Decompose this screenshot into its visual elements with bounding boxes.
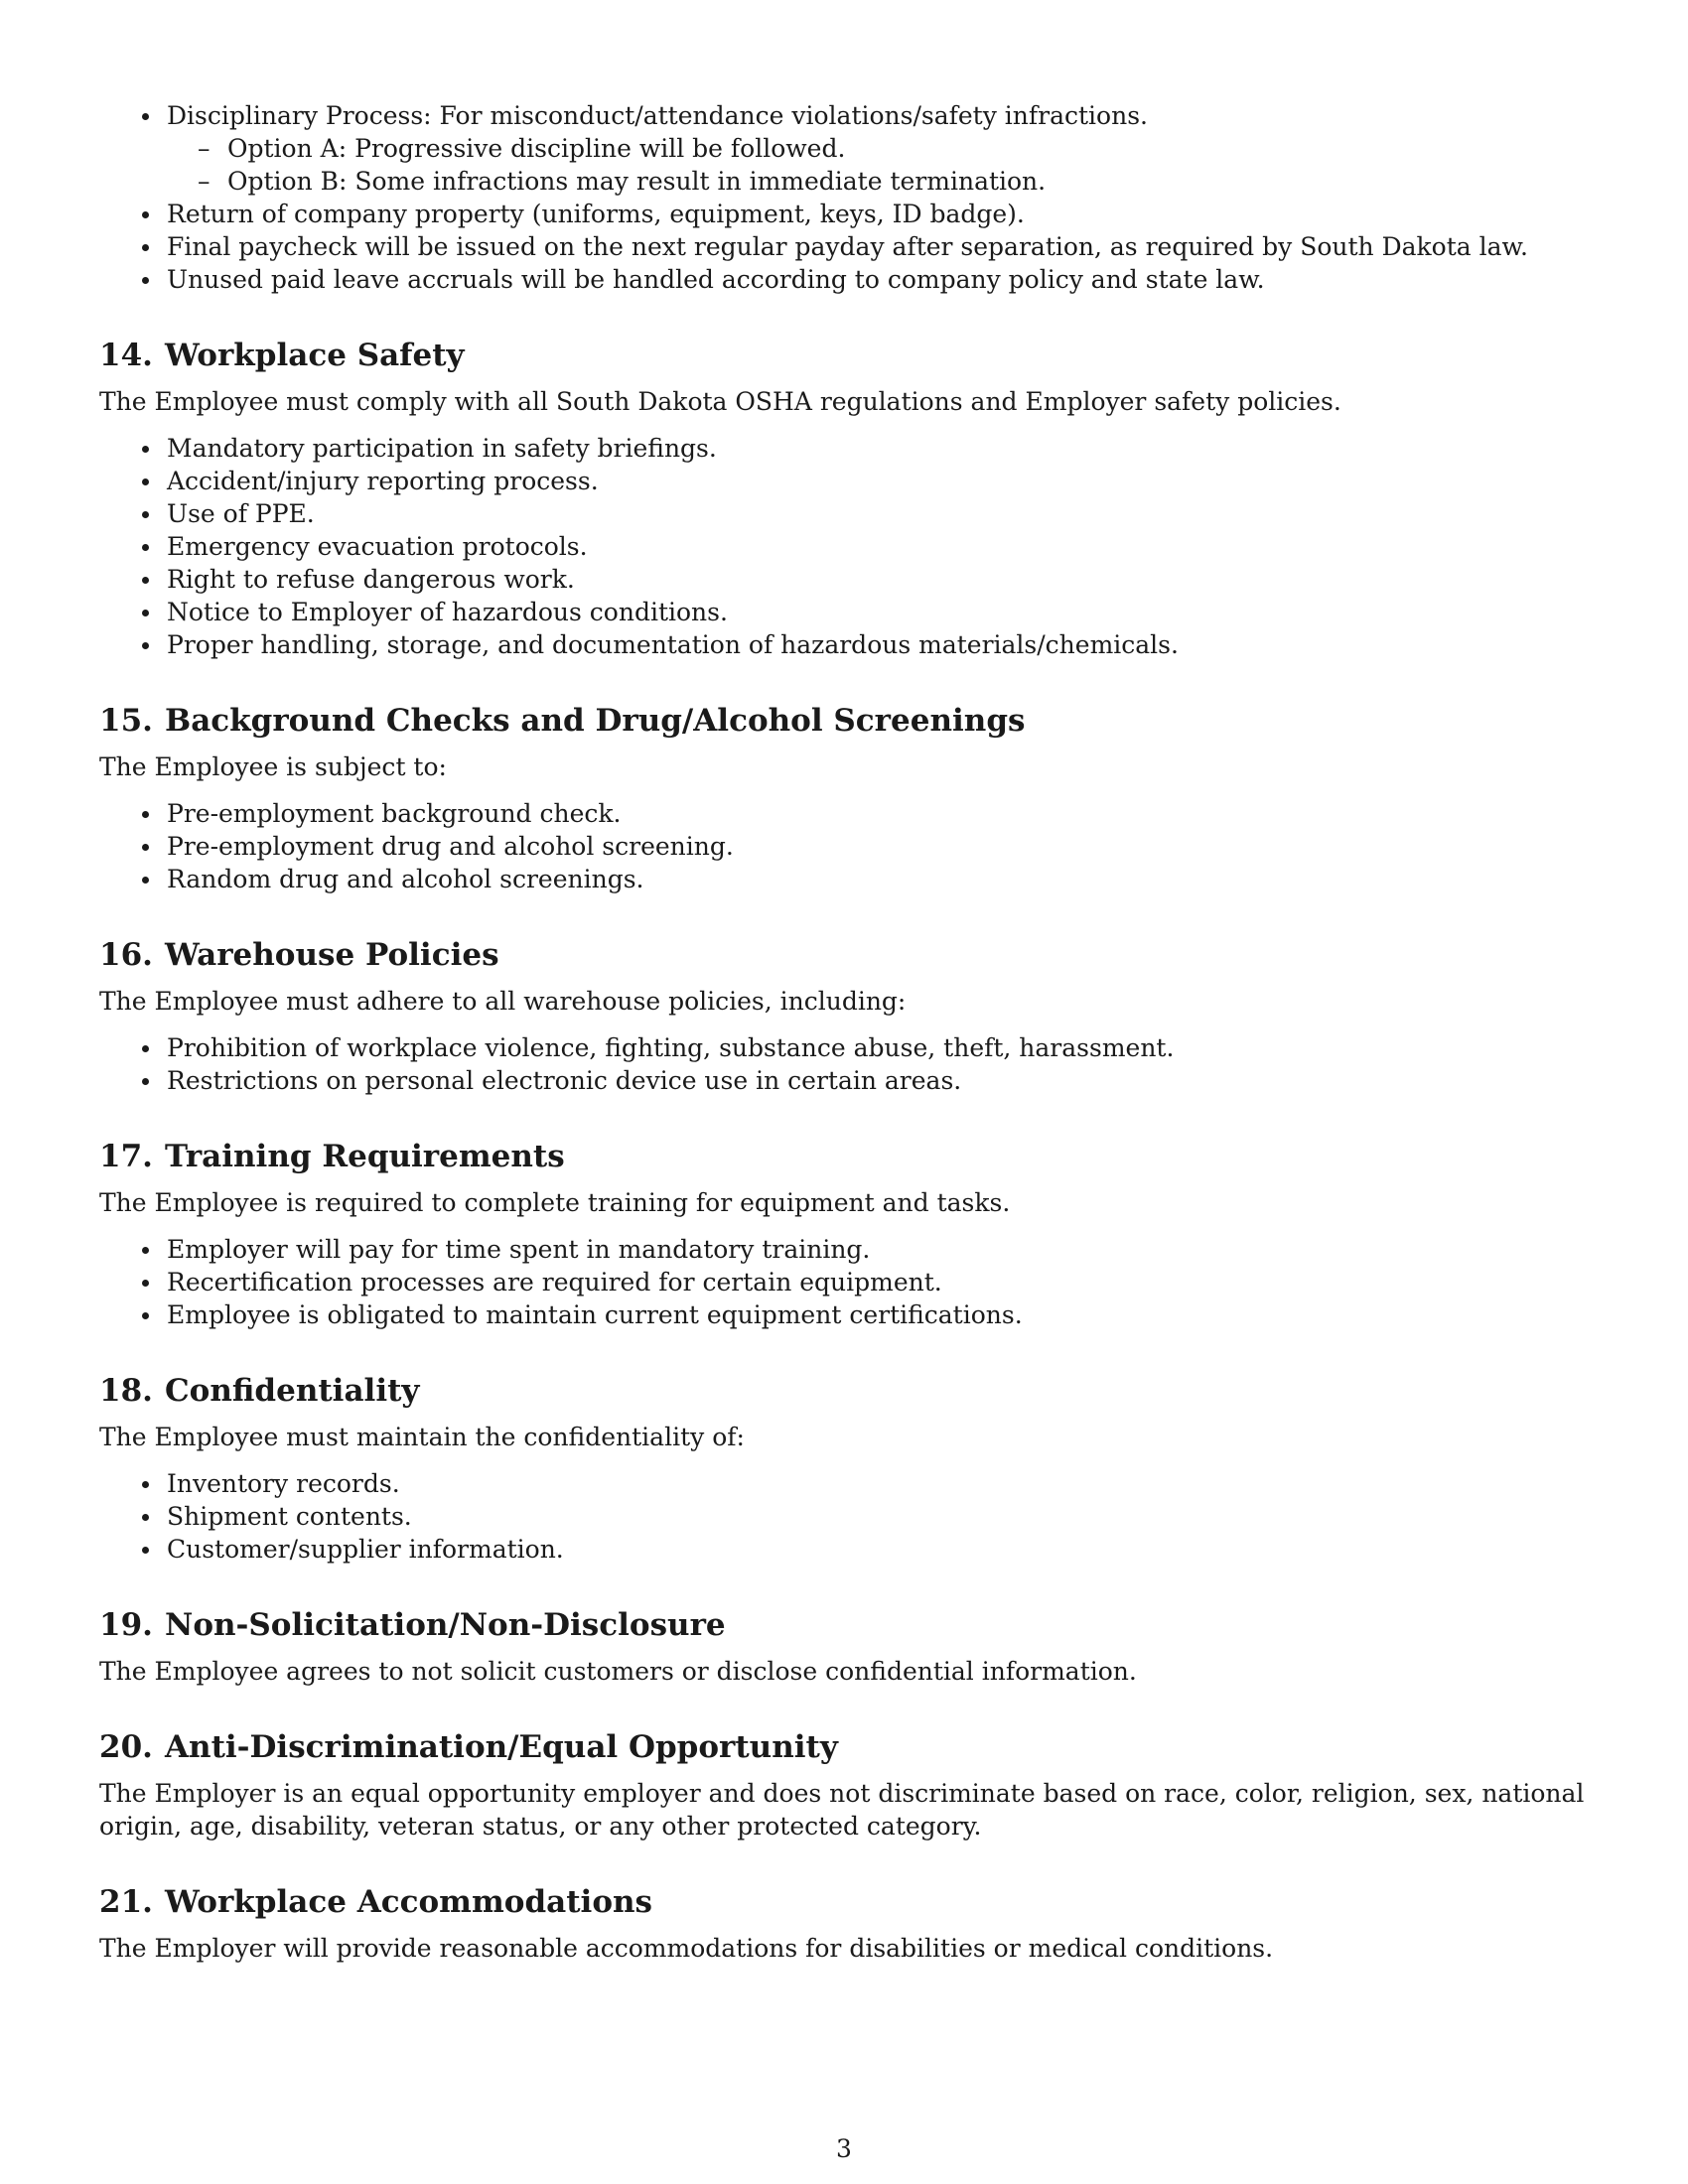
list-item: Restrictions on personal electronic device use in certain areas. xyxy=(167,1064,1599,1097)
section-title: Workplace Safety xyxy=(165,338,465,373)
section-number: 18. xyxy=(99,1373,153,1409)
list-item: Right to refuse dangerous work. xyxy=(167,563,1599,596)
section-intro: The Employee is subject to: xyxy=(99,752,447,781)
page-number: 3 xyxy=(836,2134,852,2163)
section-intro: The Employee must maintain the confidentiality of: xyxy=(99,1423,745,1451)
list-item: Proper handling, storage, and documentation of hazardous materials/chemicals. xyxy=(167,628,1599,661)
section-intro: The Employee must adhere to all warehouse policies, including: xyxy=(99,987,907,1016)
list-item: Prohibition of workplace violence, fighting, substance abuse, theft, harassment. xyxy=(167,1031,1599,1064)
list-item: Mandatory participation in safety briefings. xyxy=(167,432,1599,465)
section-heading xyxy=(99,1137,1599,1176)
section-number: 17. xyxy=(99,1139,153,1174)
sub-list-item: – Option B: Some infractions may result in immediate termination. xyxy=(227,165,1599,198)
list-item: Recertification processes are required for certain equipment. xyxy=(167,1266,1599,1298)
section-19-non-solicitation xyxy=(99,1605,1599,1688)
list-item: Customer/supplier information. xyxy=(167,1533,1599,1566)
section-intro: The Employer will provide reasonable accommodations for disabilities or medical conditions. xyxy=(99,1934,1274,1963)
section-16-warehouse-policies xyxy=(99,935,1599,1097)
section-intro: The Employee must comply with all South Dakota OSHA regulations and Employer safety policies. xyxy=(99,387,1341,416)
carryover-list xyxy=(99,99,1599,296)
list-item: Use of PPE. xyxy=(167,497,1599,530)
list-item: Employee is obligated to maintain current equipment certifications. xyxy=(167,1298,1599,1331)
section-21-workplace-accommodations xyxy=(99,1882,1599,1965)
section-title: Training Requirements xyxy=(165,1139,565,1174)
list-item xyxy=(167,99,1599,198)
list-item: Random drug and alcohol screenings. xyxy=(167,863,1599,895)
section-list xyxy=(99,797,1599,895)
section-number: 15. xyxy=(99,703,153,739)
section-number: 19. xyxy=(99,1607,153,1643)
section-heading xyxy=(99,336,1599,375)
section-intro: The Employee agrees to not solicit customers or disclose confidential information. xyxy=(99,1657,1137,1686)
list-item: Emergency evacuation protocols. xyxy=(167,530,1599,563)
list-item: Pre-employment drug and alcohol screening. xyxy=(167,830,1599,863)
list-item-text: Disciplinary Process: For misconduct/attendance violations/safety infractions. xyxy=(167,101,1148,130)
list-item: Unused paid leave accruals will be handled according to company policy and state law. xyxy=(167,263,1599,296)
section-list xyxy=(99,432,1599,661)
list-item: Notice to Employer of hazardous conditions. xyxy=(167,596,1599,628)
section-heading xyxy=(99,1882,1599,1922)
section-14-workplace-safety xyxy=(99,336,1599,661)
section-18-confidentiality xyxy=(99,1371,1599,1566)
section-heading xyxy=(99,701,1599,741)
sub-list-item: – Option A: Progressive discipline will be followed. xyxy=(227,132,1599,165)
section-intro: The Employer is an equal opportunity employer and does not discriminate based on race, color, religion, sex, national origin, age, disability, veteran status, or any other protected category. xyxy=(99,1779,1585,1841)
section-number: 16. xyxy=(99,937,153,973)
section-list xyxy=(99,1031,1599,1097)
section-title: Non-Solicitation/Non-Disclosure xyxy=(165,1607,726,1643)
section-number: 14. xyxy=(99,338,153,373)
section-heading xyxy=(99,1371,1599,1411)
list-item: Accident/injury reporting process. xyxy=(167,465,1599,497)
section-heading xyxy=(99,935,1599,975)
section-intro: The Employee is required to complete training for equipment and tasks. xyxy=(99,1188,1011,1217)
section-number: 21. xyxy=(99,1884,153,1920)
list-item: Return of company property (uniforms, equipment, keys, ID badge). xyxy=(167,198,1599,230)
document-page xyxy=(99,99,1599,1965)
sub-list xyxy=(167,132,1599,198)
list-item: Final paycheck will be issued on the next regular payday after separation, as required by South Dakota law. xyxy=(167,230,1599,263)
section-title: Anti-Discrimination/Equal Opportunity xyxy=(165,1729,838,1765)
list-item: Shipment contents. xyxy=(167,1500,1599,1533)
section-title: Warehouse Policies xyxy=(165,937,499,973)
section-number: 20. xyxy=(99,1729,153,1765)
section-title: Confidentiality xyxy=(165,1373,420,1409)
section-list xyxy=(99,1233,1599,1331)
section-20-anti-discrimination xyxy=(99,1727,1599,1843)
section-list xyxy=(99,1467,1599,1566)
list-item: Inventory records. xyxy=(167,1467,1599,1500)
section-title: Background Checks and Drug/Alcohol Screenings xyxy=(165,703,1026,739)
section-title: Workplace Accommodations xyxy=(165,1884,652,1920)
section-heading xyxy=(99,1727,1599,1767)
section-15-background-checks xyxy=(99,701,1599,895)
list-item: Pre-employment background check. xyxy=(167,797,1599,830)
section-17-training-requirements xyxy=(99,1137,1599,1331)
section-heading xyxy=(99,1605,1599,1645)
list-item: Employer will pay for time spent in mandatory training. xyxy=(167,1233,1599,1266)
